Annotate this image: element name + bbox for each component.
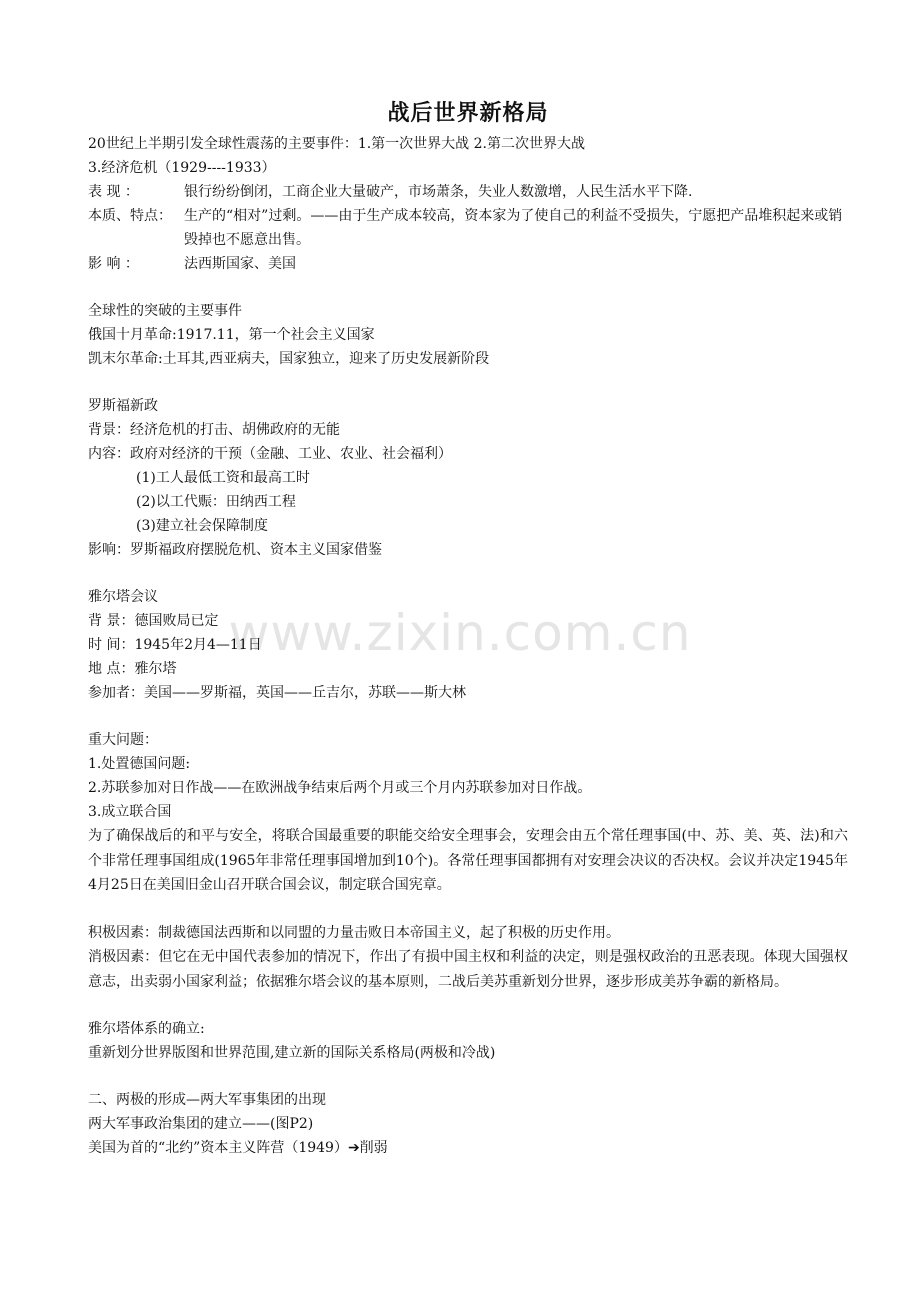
section-heading: 雅尔塔会议: [88, 589, 158, 605]
newdeal-section: [88, 394, 848, 562]
page-title: 战后世界新格局: [387, 101, 549, 126]
yalta-time: 时 间：1945年2月4—11日: [88, 637, 262, 653]
section-heading: 罗斯福新政: [88, 398, 158, 414]
newdeal-impact: 影响：罗斯福政府摆脱危机、资本主义国家借鉴: [88, 542, 382, 558]
spacer: [88, 1065, 848, 1088]
intro-section: [88, 132, 848, 276]
newdeal-item-1: (1)工人最低工资和最高工时: [136, 470, 310, 486]
benzhi-row: [88, 204, 848, 252]
yalta-section: [88, 585, 848, 705]
system-text: 重新划分世界版图和世界范围,建立新的国际关系格局(两极和冷战): [88, 1045, 496, 1061]
issue-item-1: 1.处置德国问题:: [88, 756, 191, 772]
yingxiang-label: 影 响 ：: [88, 256, 139, 272]
newdeal-background: 背景：经济危机的打击、胡佛政府的无能: [88, 422, 340, 438]
breakthrough-section: [88, 299, 848, 371]
yingxiang-text: 法西斯国家、美国: [184, 256, 296, 272]
spacer: [88, 898, 848, 921]
benzhi-text: 生产的“相对”过剩。——由于生产成本较高，资本家为了使自己的利益不受损失，宁愿把产品堆积起来或销毁掉也不愿意出售。: [184, 208, 843, 248]
newdeal-item-3: (3)建立社会保障制度: [136, 518, 268, 534]
biaoxian-label: 表 现 ：: [88, 184, 139, 200]
yalta-participants: 参加者：美国——罗斯福，英国——丘吉尔，苏联——斯大林: [88, 685, 466, 701]
section-heading: 重大问题：: [88, 732, 158, 748]
issue-item-3: 3.成立联合国: [88, 804, 172, 820]
newdeal-content: 内容：政府对经济的干预（金融、工业、农业、社会福利）: [88, 446, 452, 462]
intro-line-1: 20世纪上半期引发全球性震荡的主要事件：1.第一次世界大战 2.第二次世界大战: [88, 136, 585, 152]
spacer: [88, 562, 848, 585]
bipolar-line-1: 两大军事政治集团的建立——(图P2): [88, 1116, 314, 1132]
document-page: [88, 0, 848, 1160]
bipolar-section: [88, 1088, 848, 1160]
newdeal-item-2: (2)以工代赈：田纳西工程: [136, 494, 296, 510]
yalta-place: 地 点：雅尔塔: [88, 661, 177, 677]
bipolar-line-2: 美国为首的“北约”资本主义阵营（1949）➔削弱: [88, 1140, 388, 1156]
spacer: [88, 371, 848, 394]
section-heading: 全球性的突破的主要事件: [88, 303, 242, 319]
un-paragraph: 为了确保战后的和平与安全，将联合国最重要的职能交给安全理事会，安理会由五个常任理事国(中、苏、美、英、法)和六个非常任理事国组成(1965年非常任理事国增加到10个)。各常任理事国都拥有对安理会决议的否决权。会议并决定1945年4月25日在美国旧金山召开联合国会议，制定联合国宪章。: [88, 828, 848, 893]
section-heading: 雅尔塔体系的确立:: [88, 1021, 205, 1037]
breakthrough-line-2: 凯末尔革命:土耳其,西亚病夫，国家独立，迎来了历史发展新阶段: [88, 351, 490, 367]
issues-section: [88, 728, 848, 898]
biaoxian-text: 银行纷纷倒闭，工商企业大量破产，市场萧条，失业人数激增，人民生活水平下降.: [184, 184, 693, 200]
positive-factors: 积极因素：制裁德国法西斯和以同盟的力量击败日本帝国主义，起了积极的历史作用。: [88, 924, 620, 941]
negative-factors: 消极因素：但它在无中国代表参加的情况下，作出了有损中国主权和利益的决定，则是强权政治的丑恶表现。体现大国强权意志，出卖弱小国家利益；依据雅尔塔会议的基本原则，二战后美苏重新划分世界，逐步形成美苏争霸的新格局。: [88, 949, 848, 990]
spacer: [88, 994, 848, 1017]
spacer: [88, 276, 848, 299]
system-section: [88, 1017, 848, 1065]
intro-line-2: 3.经济危机（1929----1933）: [88, 160, 276, 176]
watermark: www.zixin.com.cn: [228, 604, 692, 662]
biaoxian-row: [88, 180, 848, 204]
issue-item-2: 2.苏联参加对日作战——在欧洲战争结束后两个月或三个月内苏联参加对日作战。: [88, 780, 592, 796]
evaluation-section: [88, 921, 848, 995]
yalta-background: 背 景：德国败局已定: [88, 613, 219, 629]
section-heading: 二、两极的形成—两大军事集团的出现: [88, 1092, 326, 1108]
spacer: [88, 705, 848, 728]
breakthrough-line-1: 俄国十月革命:1917.11，第一个社会主义国家: [88, 327, 375, 343]
benzhi-label: 本质、特点：: [88, 208, 172, 224]
yingxiang-row: [88, 252, 848, 276]
